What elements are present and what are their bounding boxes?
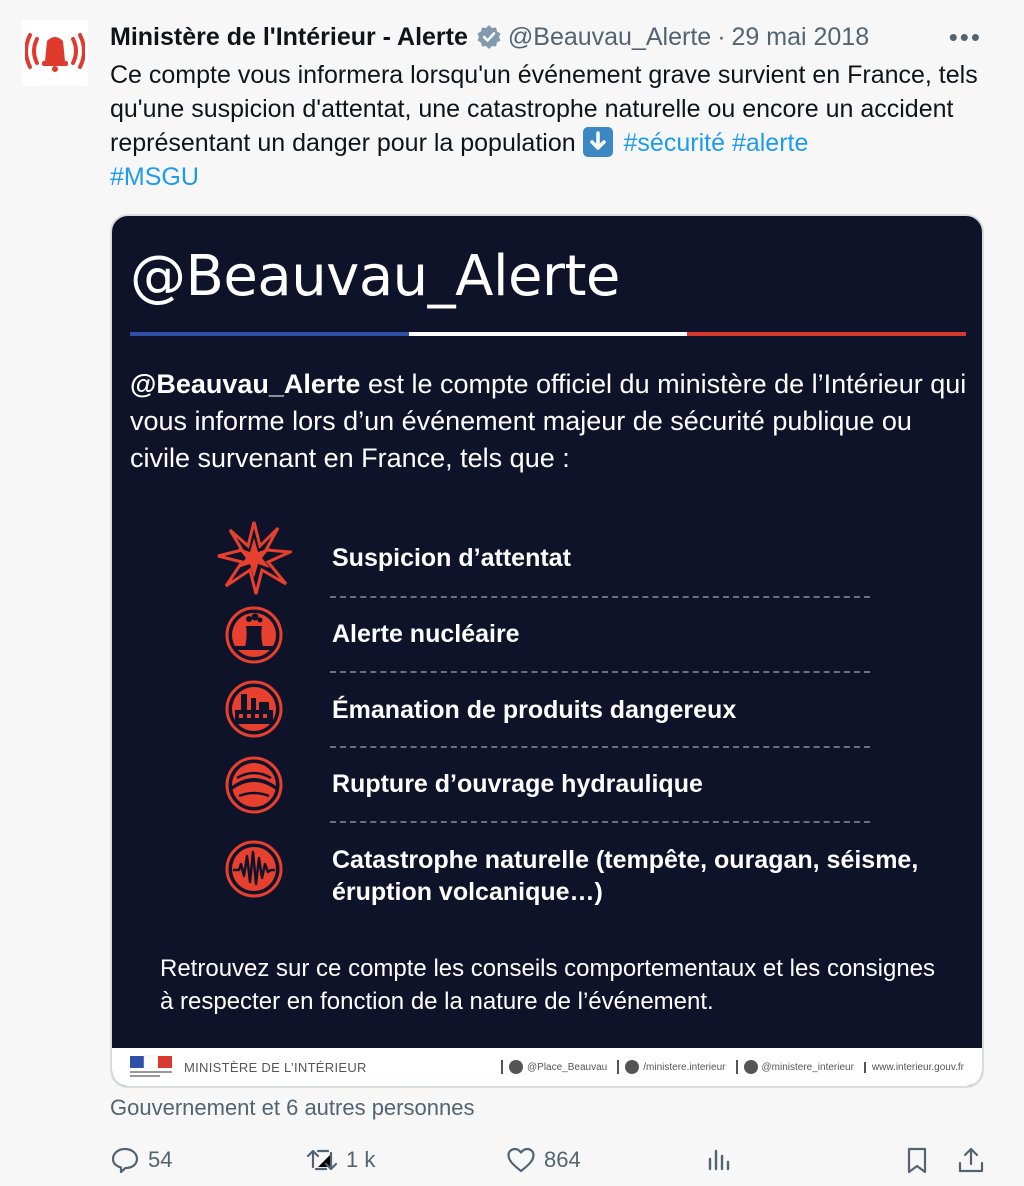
- hashtag-securite[interactable]: #sécurité: [623, 129, 725, 157]
- liked-by[interactable]: Gouvernement et 6 autres personnes: [110, 1095, 475, 1120]
- hashtag-msgu[interactable]: #MSGU: [110, 163, 199, 191]
- alarm-bell-icon: [25, 29, 85, 77]
- nuclear-plant-icon: [212, 606, 296, 664]
- item-label: Catastrophe naturelle (tempête, ouragan, séisme, éruption volcanique…): [332, 846, 919, 906]
- card-title: @Beauvau_Alerte: [130, 244, 620, 309]
- down-arrow-icon: [583, 127, 613, 157]
- bookmark-icon: [902, 1145, 932, 1175]
- share-button[interactable]: [956, 1140, 986, 1180]
- facebook-link: /ministere.interieur: [617, 1060, 725, 1074]
- analytics-icon: [704, 1145, 734, 1175]
- item-label: Alerte nucléaire: [332, 620, 520, 648]
- like-count: 864: [544, 1147, 581, 1172]
- verified-badge-icon: [476, 24, 502, 50]
- share-icon: [956, 1145, 986, 1175]
- views-button[interactable]: [704, 1140, 734, 1180]
- tweet-text: [110, 58, 990, 194]
- twitter-link: @Place_Beauvau: [501, 1060, 607, 1074]
- item-label: Émanation de produits dangereux: [332, 696, 737, 724]
- explosion-icon: [212, 520, 296, 596]
- action-bar: [110, 1140, 990, 1180]
- list-item: [212, 520, 932, 596]
- tweet-date[interactable]: 29 mai 2018: [731, 22, 870, 51]
- divider: [330, 671, 870, 673]
- card-intro: [130, 366, 970, 477]
- hashtag-alerte[interactable]: #alerte: [731, 129, 809, 157]
- retweet-icon: [306, 1145, 338, 1175]
- reply-icon: [110, 1145, 140, 1175]
- tweet-body: Ce compte vous informera lorsqu'un événement grave survient en France, tels qu'une suspicion d'attentat, une catastrophe naturelle ou encore un accident représentant un danger pour la population: [110, 61, 978, 157]
- author-name[interactable]: Ministère de l'Intérieur - Alerte: [110, 22, 468, 51]
- ministry-footer-bar: [112, 1048, 982, 1086]
- divider: [330, 821, 870, 823]
- item-label: Rupture d’ouvrage hydraulique: [332, 770, 703, 798]
- intro-handle: @Beauvau_Alerte: [130, 369, 361, 399]
- twitter-icon: [509, 1060, 523, 1074]
- divider: [330, 596, 870, 598]
- website-link: www.interieur.gouv.fr: [864, 1062, 964, 1073]
- list-item: [212, 840, 932, 908]
- tweet-header: [110, 20, 1004, 54]
- facebook-icon: [625, 1060, 639, 1074]
- tricolor-divider: [130, 332, 966, 336]
- ministry-name: MINISTÈRE DE L’INTÉRIEUR: [184, 1059, 367, 1075]
- instagram-icon: [744, 1060, 758, 1074]
- meta-separator: ·: [717, 22, 726, 51]
- card-footer-text: Retrouvez sur ce compte les conseils comportementaux et les consignes à respecter en fonction de la nature de l’événement.: [160, 955, 936, 1015]
- dam-icon: [212, 756, 296, 814]
- bookmark-button[interactable]: [902, 1140, 932, 1180]
- reply-button[interactable]: [110, 1140, 172, 1180]
- list-item: [212, 680, 932, 738]
- more-options-icon[interactable]: •••: [948, 22, 982, 52]
- tweet-image[interactable]: [110, 214, 984, 1088]
- intro-text: est le compte officiel du ministère de l’Intérieur qui vous informe lors d’un événement majeur de sécurité publique ou civile survenant en France, tels que :: [130, 369, 967, 473]
- retweet-button[interactable]: [306, 1140, 375, 1180]
- list-item: [212, 606, 932, 664]
- factory-icon: [212, 680, 296, 738]
- list-item: [212, 756, 932, 814]
- seismograph-icon: [212, 840, 296, 898]
- marianne-logo-icon: [130, 1054, 174, 1080]
- reply-count: 54: [148, 1147, 173, 1172]
- heart-icon: [506, 1145, 536, 1175]
- like-button[interactable]: [506, 1140, 581, 1180]
- divider: [330, 746, 870, 748]
- avatar[interactable]: [22, 20, 88, 86]
- social-links: [501, 1060, 964, 1074]
- instagram-link: @ministere_interieur: [736, 1060, 854, 1074]
- author-handle[interactable]: @Beauvau_Alerte: [507, 22, 712, 51]
- item-label: Suspicion d’attentat: [332, 544, 571, 572]
- retweet-count: 1 k: [346, 1147, 376, 1172]
